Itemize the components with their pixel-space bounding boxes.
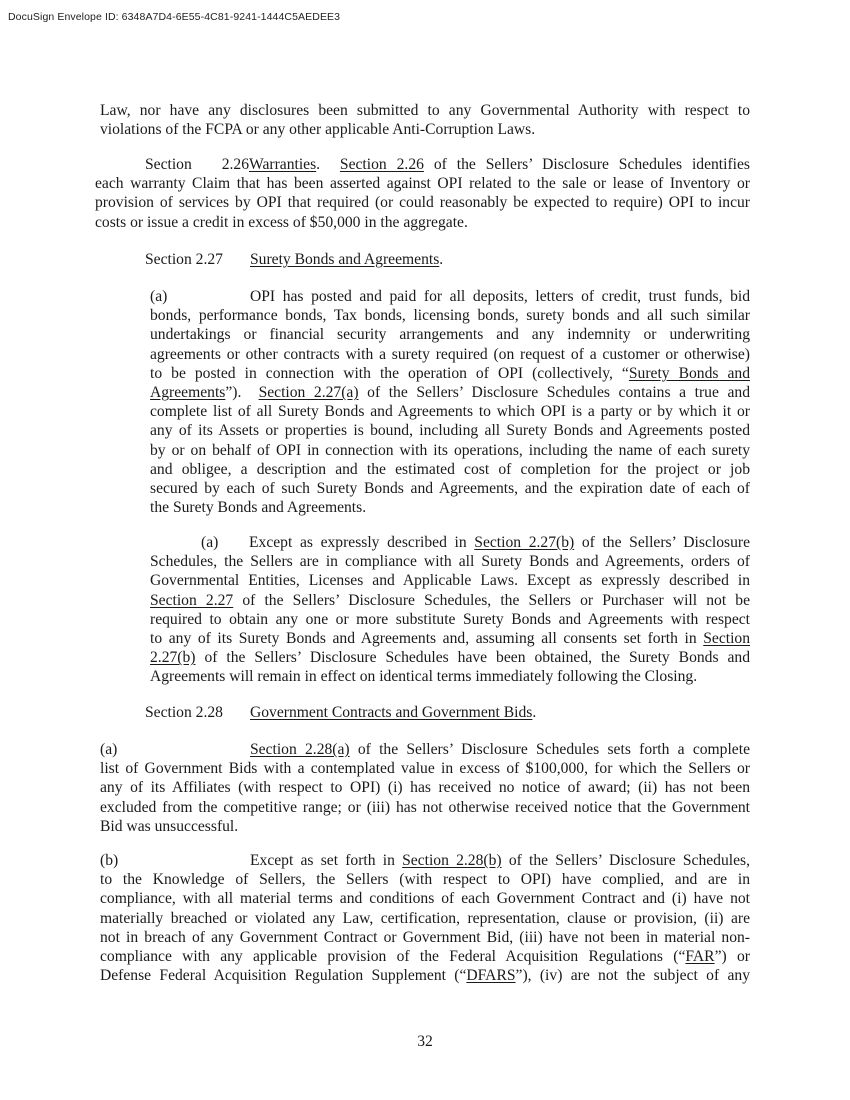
text-line: excluded from the competitive range; or (iii) has not otherwise received notice that the Government: [100, 798, 750, 816]
section-reference: 2.27(b): [150, 649, 196, 667]
text-line: and obligee, a description and the estimated cost of completion for the project or job: [150, 460, 750, 478]
text-line: [150, 287, 750, 306]
text-fragment: of the Sellers’ Disclosure: [581, 534, 750, 551]
text-line: secured by each of such Surety Bonds and Agreements, and the expiration date of each of: [150, 480, 750, 498]
text-line: Governmental Entities, Licenses and Applicable Laws. Except as expressly described in: [150, 572, 750, 590]
text-fragment: of the Sellers’ Disclosure Schedules identifies: [433, 156, 750, 173]
text-fragment: of the Sellers’ Disclosure Schedules sets forth a complete: [357, 741, 750, 758]
text-line: [150, 648, 750, 667]
text-line: violations of the FCPA or any other applicable Anti-Corruption Laws.: [100, 121, 536, 139]
text-line: complete list of all Surety Bonds and Agreements to which OPI is a party or by which it or: [150, 403, 750, 421]
text-line: undertakings or financial security arrangements and any indemnity or underwriting: [150, 326, 750, 344]
text-line: compliance, with all material terms and conditions of each Government Contract and (i) have not: [100, 890, 750, 908]
text-line: [100, 966, 750, 985]
section-reference: Section: [703, 630, 750, 648]
text-line: [150, 383, 750, 402]
text-fragment: to any of its Surety Bonds and Agreements and, assuming all consents set forth in: [150, 630, 697, 648]
text-line: [150, 629, 750, 648]
docusign-envelope-id: DocuSign Envelope ID: 6348A7D4-6E55-4C81-9241-1444C5AEDEE3: [8, 11, 341, 23]
section-title: Warranties: [249, 156, 317, 173]
section-number: Section 2.28: [145, 704, 223, 721]
defined-term: FAR: [685, 948, 715, 966]
text-line: Section 2.26Warranties. Section 2.26 of the Sellers’ Disclosure Schedules identifies: [145, 156, 750, 173]
section-title: Government Contracts and Government Bids: [250, 704, 533, 721]
text-fragment: OPI has posted and paid for all deposits, letters of credit, trust funds, bid: [250, 288, 750, 305]
defined-term: DFARS: [466, 967, 516, 985]
section-2-26-paragraph: [95, 155, 750, 232]
text-line: costs or issue a credit in excess of $50,000 in the aggregate.: [95, 213, 468, 231]
text-fragment: compliance with any applicable provision of the Federal Acquisition Regulations (“: [100, 948, 686, 966]
section-2-28-a-paragraph: [100, 740, 750, 836]
text-fragment: ”).: [225, 384, 242, 402]
clause-label: (a): [150, 288, 168, 305]
text-line: bonds, performance bonds, Tax bonds, licensing bonds, surety bonds and all such similar: [150, 307, 750, 325]
section-reference: Section 2.28(b): [402, 852, 502, 869]
section-title: Surety Bonds and Agreements: [250, 251, 440, 268]
section-number: Section 2.27: [145, 251, 223, 268]
clause-label: (a): [201, 534, 219, 551]
text-line: [150, 591, 750, 610]
text-line: not in breach of any Government Contract or Government Bid, (iii) have not been in material non-: [100, 928, 750, 946]
text-line: any of its Affiliates (with respect to OPI) (i) has received no notice of award; (ii) has not been: [100, 779, 750, 797]
text-fragment: of the Sellers’ Disclosure Schedules have been obtained, the Surety Bonds and: [204, 649, 750, 667]
text-line: [150, 364, 750, 383]
text-line: list of Government Bids with a contemplated value in excess of $100,000, for which the Sellers or: [100, 760, 750, 778]
text-fragment: of the Sellers’ Disclosure Schedules,: [508, 852, 750, 869]
paragraph-continuation: [100, 101, 750, 139]
text-fragment: ”) or: [714, 948, 750, 966]
text-fragment: Defense Federal Acquisition Regulation Supplement (“: [100, 967, 467, 985]
section-reference: Section 2.27(b): [474, 534, 575, 551]
text-line: Bid was unsuccessful.: [100, 817, 239, 835]
section-reference: Section 2.27: [150, 591, 234, 609]
text-fragment: of the Sellers’ Disclosure Schedules, the Sellers or Purchaser will not be: [242, 591, 750, 609]
text-fragment: of the Sellers’ Disclosure Schedules contains a true and: [367, 384, 750, 402]
text-line: [100, 851, 750, 870]
text-line: any of its Assets or properties is bound, including all Surety Bonds and Agreements posted: [150, 422, 750, 440]
text-line: Agreements will remain in effect on identical terms immediately following the Closing.: [150, 668, 698, 686]
text-fragment: Except as expressly described in: [249, 534, 467, 551]
text-line: provision of services by OPI that required (or could reasonably be expected to require) OPI to incur: [95, 194, 750, 212]
clause-label: (a): [100, 741, 118, 758]
text-line: each warranty Claim that has been asserted against OPI related to the sale or lease of Inventory or: [95, 175, 750, 193]
text-fragment: ”), (iv) are not the subject of any: [515, 967, 750, 985]
text-line: [100, 740, 750, 759]
text-line: materially breached or violated any Law, certification, representation, clause or provision, (ii) are: [100, 909, 750, 927]
page-number: 32: [417, 1033, 433, 1050]
text-line: [100, 947, 750, 966]
section-2-28-b-paragraph: [100, 851, 750, 985]
section-2-27-a-paragraph: [150, 287, 750, 517]
text-fragment: to be posted in connection with the operation of OPI (collectively, “: [150, 364, 629, 382]
section-reference: Section 2.27(a): [258, 384, 359, 402]
text-line: Law, nor have any disclosures been submitted to any Governmental Authority with respect to: [100, 102, 750, 119]
section-reference: Section 2.28(a): [250, 741, 350, 758]
section-2-27-heading: Section 2.27 Surety Bonds and Agreements.: [145, 251, 444, 268]
section-number: Section 2.26: [145, 156, 249, 173]
defined-term: Agreements: [150, 384, 226, 402]
text-line: by or on behalf of OPI in connection with its operations, including the name of each surety: [150, 441, 750, 459]
text-line: required to obtain any one or more substitute Surety Bonds and Agreements with respect: [150, 610, 750, 628]
text-line: to the Knowledge of Sellers, the Sellers (with respect to OPI) have complied, and are in: [100, 871, 750, 889]
defined-term: Surety Bonds and: [628, 364, 750, 382]
section-2-28-heading: Section 2.28 Government Contracts and Government Bids.: [145, 704, 537, 721]
section-reference: Section 2.26: [339, 156, 424, 173]
section-2-27-b-paragraph: [150, 533, 750, 687]
text-line: agreements or other contracts with a surety required (on request of a customer or otherwise): [150, 345, 750, 363]
text-line: [150, 533, 750, 552]
text-line: Schedules, the Sellers are in compliance with all Surety Bonds and Agreements, orders of: [150, 553, 750, 571]
text-line: the Surety Bonds and Agreements.: [150, 499, 367, 517]
clause-label: (b): [100, 852, 119, 869]
text-fragment: Except as set forth in: [250, 852, 395, 869]
